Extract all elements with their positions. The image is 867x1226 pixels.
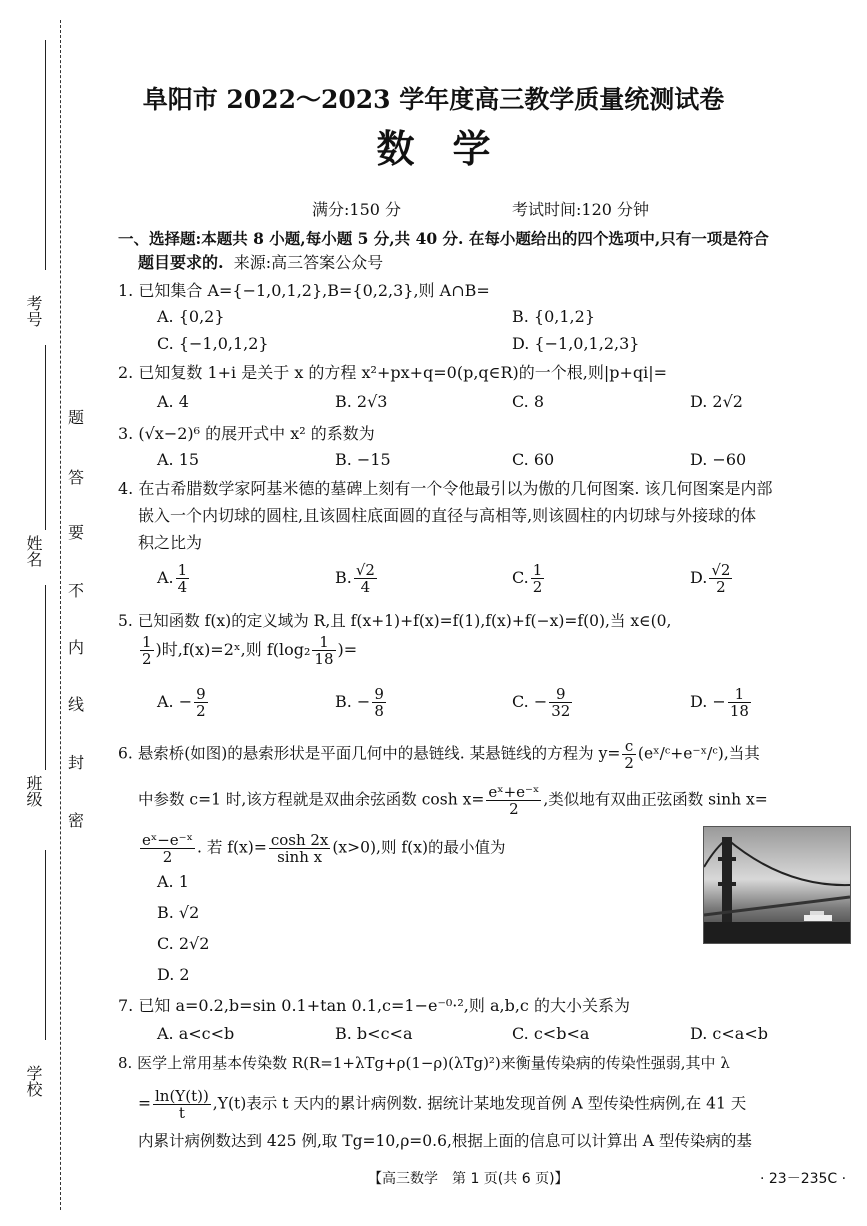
q5-line1: 5. 已知函数 f(x)的定义域为 R,且 f(x+1)+f(x)=f(1),f(x)+f(−x)=f(0),当 x∈(0, (118, 612, 672, 630)
fraction-num: 1 (312, 634, 335, 651)
fraction (269, 832, 331, 865)
seal-dashed-line (60, 20, 61, 1210)
fraction-num: √2 (711, 561, 731, 579)
fraction (549, 686, 572, 719)
q4-option-a (157, 562, 191, 595)
option-label: A. − (157, 692, 193, 711)
fraction-den: t (178, 1104, 185, 1122)
q4-option-d (690, 562, 734, 595)
fraction-den: 2 (162, 848, 173, 866)
fraction-num: 1 (177, 561, 188, 579)
seal-char: 线 (68, 695, 85, 714)
full-score: 满分:150 分 (312, 200, 402, 219)
seal-char: 答 (68, 468, 85, 487)
seal-char: 题 (68, 408, 85, 427)
fraction-den: 2 (196, 702, 206, 720)
seal-char: 封 (68, 753, 85, 772)
option-label: A. (157, 568, 174, 587)
fraction-num: ln(Y(t)) (155, 1087, 209, 1105)
fraction-den: 2 (509, 800, 519, 818)
fraction-den: 2 (624, 754, 634, 772)
option-label: C. − (512, 692, 548, 711)
fraction-num: 1 (532, 561, 543, 579)
fraction-num: 9 (549, 686, 572, 703)
q5-text: )时,f(x)=2ˣ,则 f(log₂ (155, 640, 311, 659)
q5-option-a (157, 686, 210, 719)
q1-option-d: D. {−1,0,1,2,3} (512, 334, 640, 353)
section-heading-2 (138, 252, 383, 274)
seal-char: 要 (68, 523, 85, 542)
fraction (312, 634, 335, 667)
section-heading: 一、选择题:本题共 8 小题,每小题 5 分,共 40 分. 在每小题给出的四个选项中,只有一项是符合 (118, 229, 769, 248)
q5-text: )= (337, 640, 358, 659)
option-label: C. (512, 568, 529, 587)
q3-option-b: B. −15 (335, 450, 391, 469)
q1-stem: 1. 已知集合 A={−1,0,1,2},B={0,2,3},则 A∩B= (118, 281, 490, 300)
q1-option-b: B. {0,1,2} (512, 307, 595, 326)
kaohao-label: 考号 (24, 295, 43, 327)
fraction-den: 8 (374, 702, 384, 720)
q8-line2 (138, 1088, 746, 1121)
q6-option-c: C. 2√2 (157, 934, 210, 953)
q7-option-c: C. c<b<a (512, 1024, 590, 1043)
q6-text: (eˣ/ᶜ+e⁻ˣ/ᶜ),当其 (637, 744, 760, 763)
source-note: 来源:高三答案公众号 (233, 253, 384, 272)
q6-text: 6. 悬索桥(如图)的悬索形状是平面几何中的悬链线. 某悬链线的方程为 y= (118, 744, 621, 763)
q6-option-b: B. √2 (157, 903, 200, 922)
q6-option-d: D. 2 (157, 965, 190, 984)
q5-option-b (335, 686, 388, 719)
q5-option-d (690, 686, 753, 719)
q8-line3: 内累计病例数达到 425 例,取 Tg=10,ρ=0.6,根据上面的信息可以计算出 A 型传染病的基 (138, 1132, 752, 1150)
q5-line2 (138, 634, 357, 667)
exam-time: 考试时间:120 分钟 (512, 200, 650, 219)
fraction-den: 18 (314, 650, 334, 668)
q6-text: . 若 f(x)= (196, 838, 267, 857)
fraction (140, 832, 195, 865)
option-label: D. − (690, 692, 726, 711)
q1-option-c: C. {−1,0,1,2} (157, 334, 269, 353)
fraction-den: 32 (551, 702, 571, 720)
q7-option-a: A. a<c<b (157, 1024, 235, 1043)
q3-option-a: A. 15 (157, 450, 200, 469)
q8-line1: 8. 医学上常用基本传染数 R(R=1+λTg+ρ(1−ρ)(λTg)²)来衡量传染病的传染性强弱,其中 λ (118, 1054, 730, 1072)
fraction (709, 562, 732, 595)
fraction-num: eˣ+e⁻ˣ (488, 783, 540, 801)
fraction-den: 2 (716, 578, 726, 596)
q6-text: ,类似地有双曲正弦函数 sinh x= (543, 790, 768, 809)
q6-text: (x>0),则 f(x)的最小值为 (332, 838, 506, 857)
fraction-den: sinh x (277, 848, 323, 866)
q3-option-c: C. 60 (512, 450, 555, 469)
q2-option-d: D. 2√2 (690, 392, 743, 411)
q4-line2: 嵌入一个内切球的圆柱,且该圆柱底面圆的直径与高相等,则该圆柱的内切球与外接球的体 (138, 506, 757, 525)
q6-line1 (118, 738, 760, 771)
fraction-num: 9 (196, 685, 206, 703)
seal-char: 内 (68, 638, 85, 657)
fraction (486, 784, 541, 817)
seal-char: 不 (68, 581, 85, 600)
q2-option-a: A. 4 (157, 392, 189, 411)
exam-title: 阜阳市 2022～2023 学年度高三教学质量统测试卷 (142, 85, 725, 114)
fraction (194, 686, 208, 719)
q1-option-a: A. {0,2} (157, 307, 225, 326)
q8-text: = (138, 1094, 151, 1113)
q2-option-c: C. 8 (512, 392, 545, 411)
option-label: B. − (335, 692, 371, 711)
suspension-bridge-image (703, 826, 851, 944)
fraction-den: 4 (360, 578, 371, 596)
q3-option-d: D. −60 (690, 450, 747, 469)
fraction-num: 1 (728, 686, 751, 703)
q5-option-c (512, 686, 574, 719)
fraction (153, 1088, 211, 1121)
fraction (140, 634, 154, 667)
fraction-num: 9 (374, 685, 384, 703)
fraction (531, 562, 545, 595)
fraction (176, 562, 190, 595)
fraction-num: c (622, 738, 636, 755)
q7-option-b: B. b<c<a (335, 1024, 413, 1043)
option-label: D. (690, 568, 708, 587)
q4-option-b (335, 562, 379, 595)
fraction-den: 2 (532, 578, 543, 596)
q7-option-d: D. c<a<b (690, 1024, 768, 1043)
q4-option-c (512, 562, 546, 595)
exam-code: · 23－235C · (760, 1171, 847, 1187)
fraction-num: √2 (355, 561, 375, 579)
sidebar-line (45, 850, 46, 1040)
fraction (354, 562, 377, 595)
q8-text: ,Y(t)表示 t 天内的累计病例数. 据统计某地发现首例 A 型传染性病例,在 41 天 (212, 1094, 747, 1113)
seal-char: 密 (68, 811, 85, 830)
fraction-den: 4 (177, 578, 188, 596)
sidebar-line (45, 585, 46, 770)
page-footer: 【高三数学 第 1 页(共 6 页)】 (368, 1171, 569, 1187)
fraction (728, 686, 751, 719)
q6-text: 中参数 c=1 时,该方程就是双曲余弦函数 cosh x= (138, 790, 485, 809)
q3-stem: 3. (√x−2)⁶ 的展开式中 x² 的系数为 (118, 424, 375, 443)
fraction (622, 738, 636, 771)
q4-line3: 积之比为 (138, 533, 203, 552)
q6-line3 (138, 832, 506, 865)
fraction (372, 686, 386, 719)
subject-title: 数 学 (376, 126, 491, 171)
q6-option-a: A. 1 (157, 872, 189, 891)
q2-option-b: B. 2√3 (335, 392, 388, 411)
xingming-label: 姓名 (24, 535, 43, 567)
sidebar-line (45, 345, 46, 530)
fraction-den: 2 (142, 650, 152, 668)
q2-stem: 2. 已知复数 1+i 是关于 x 的方程 x²+px+q=0(p,q∈R)的一个根,则|p+qi|= (118, 363, 668, 382)
q6-line2 (138, 784, 768, 817)
q4-line1: 4. 在古希腊数学家阿基米德的墓碑上刻有一个令他最引以为傲的几何图案. 该几何图案是内部 (118, 479, 773, 498)
xuexiao-label: 学校 (24, 1065, 43, 1097)
banji-label: 班级 (24, 775, 43, 807)
bridge-illustration (704, 827, 850, 943)
fraction-num: 1 (142, 633, 152, 651)
fraction-num: eˣ−e⁻ˣ (142, 831, 193, 849)
q7-stem: 7. 已知 a=0.2,b=sin 0.1+tan 0.1,c=1−e⁻⁰·²,则 a,b,c 的大小关系为 (118, 996, 630, 1015)
option-label: B. (335, 568, 352, 587)
fraction-num: cosh 2x (270, 831, 329, 849)
fraction-den: 18 (729, 702, 749, 720)
section-heading-bold: 题目要求的. (138, 253, 224, 272)
